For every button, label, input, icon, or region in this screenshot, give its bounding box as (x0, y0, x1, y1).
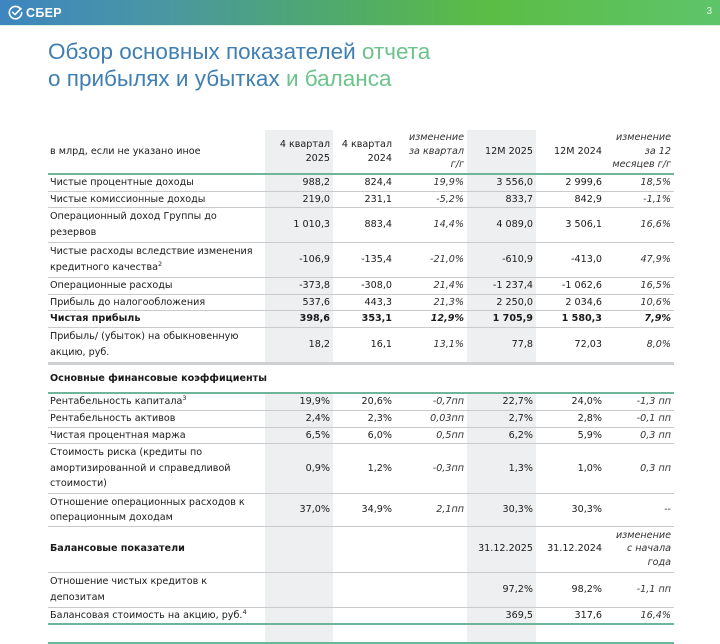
cell: 8,0% (646, 339, 671, 351)
page-title (48, 38, 668, 92)
cell: -0,7пп (432, 396, 464, 408)
row-label: Прибыль до налогообложения (50, 296, 206, 308)
table-row (48, 493, 674, 526)
title-line2-part2: и баланса (285, 66, 392, 91)
cell: 398,6 (265, 311, 333, 328)
cell: 988,2 (265, 174, 333, 191)
row-label-text: Чистые расходы вследствие изменения кредитного качества (50, 246, 253, 274)
cell: 77,8 (467, 327, 536, 363)
cell: 24,0% (571, 396, 602, 408)
row-label: Чистая прибыль (50, 313, 141, 325)
financial-summary-table (48, 130, 674, 644)
cell-empty (333, 526, 395, 572)
cell: 47,9% (640, 254, 671, 266)
cell: 2,4% (265, 411, 333, 428)
page-number: 3 (706, 6, 712, 17)
row-label: Чистая процентная маржа (50, 429, 186, 441)
col-header-12m-change: изменение за 12 месяцев г/г (612, 132, 671, 171)
table-row (48, 278, 674, 295)
table-row-net-profit (48, 311, 674, 328)
cell: -610,9 (467, 243, 536, 278)
units-note: в млрд, если не указано иное (50, 145, 201, 157)
cell-empty (536, 624, 605, 643)
row-label: Операционные расходы (50, 280, 173, 292)
cell: 824,4 (364, 177, 392, 188)
cell: 2,7% (467, 411, 536, 428)
cell: 3 506,1 (565, 219, 602, 231)
cell: 20,6% (361, 396, 392, 408)
section-title: Балансовые показатели (50, 543, 185, 555)
cell: 5,9% (577, 429, 602, 441)
footnote-marker: 4 (242, 607, 247, 616)
cell: 18,2 (265, 327, 333, 363)
cell: 3 556,0 (467, 174, 536, 191)
cell: 2 250,0 (467, 294, 536, 311)
cell: 37,0% (265, 493, 333, 526)
cell-empty (265, 607, 333, 624)
cell: 2 034,6 (565, 296, 602, 308)
row-label (48, 243, 265, 278)
cell: -0,3пп (432, 462, 464, 474)
cell: 16,4% (640, 609, 671, 621)
row-label: Отношение чистых кредитов к депозитам (50, 575, 208, 603)
cell: 1,2% (367, 462, 392, 474)
cell: -308,0 (361, 280, 392, 292)
cell: 10,6% (640, 296, 671, 308)
col-header-q4-2024: 4 квартал 2024 (341, 139, 392, 164)
cell-empty (467, 624, 536, 643)
cell: 1 580,3 (561, 313, 602, 325)
row-label: Прибыль/ (убыток) на обыкновенную акцию, руб. (50, 330, 239, 358)
table-header-row (48, 130, 674, 174)
col-header-date-2025: 31.12.2025 (467, 526, 536, 572)
table-row (48, 427, 674, 444)
row-label: Стоимость риска (кредиты по амортизированной и справедливой стоимости) (50, 447, 231, 490)
cell-empty (265, 572, 333, 607)
cell: -373,8 (265, 278, 333, 295)
cell: 21,3% (433, 296, 464, 308)
table-row (48, 411, 674, 428)
table-row (48, 393, 674, 410)
cell-empty (333, 624, 395, 643)
row-label: Рентабельность активов (50, 413, 176, 425)
cell-empty (395, 526, 467, 572)
cell: 842,9 (574, 193, 602, 205)
cell-empty (395, 572, 467, 607)
cell: 98,2% (571, 583, 602, 595)
header-bar (0, 0, 720, 26)
cell: 21,4% (433, 280, 464, 292)
col-header-q4-2025: 4 квартал 2025 (265, 130, 333, 174)
col-header-ytd-change: изменение с начала года (615, 529, 671, 569)
cell: -0,1 пп (636, 413, 671, 425)
col-header-qoq-change: изменение за квартал г/г (408, 132, 464, 171)
cell: 1 010,3 (265, 208, 333, 243)
row-label: Операционный доход Группы до резервов (50, 211, 217, 239)
cell: 0,3 пп (640, 429, 671, 441)
cell: -1 062,6 (561, 280, 602, 292)
cell: -1,1 пп (636, 583, 671, 595)
table-row (48, 191, 674, 208)
table-row (48, 174, 674, 191)
title-line1-part2: отчета (361, 39, 431, 64)
table-row (48, 243, 674, 278)
cell: 219,0 (265, 191, 333, 208)
cell: 16,1 (370, 339, 392, 351)
cell: 833,7 (467, 191, 536, 208)
table-row (48, 327, 674, 363)
cell: 30,3% (467, 493, 536, 526)
cell: 537,6 (265, 294, 333, 311)
cell: 2,8% (577, 413, 602, 425)
cell: 2 999,6 (565, 177, 602, 188)
col-header-12m-2024: 12М 2024 (554, 145, 602, 157)
cell: 18,5% (640, 177, 671, 188)
cell: -1,3 пп (636, 396, 671, 408)
table-row (48, 607, 674, 624)
cell-empty (265, 624, 333, 643)
cell: 0,03пп (430, 413, 464, 425)
cell-empty (605, 624, 674, 643)
row-label: Чистые процентные доходы (50, 177, 194, 188)
cell: 369,5 (467, 607, 536, 624)
row-label (48, 393, 265, 410)
cell: 14,4% (433, 219, 464, 231)
table-row (48, 208, 674, 243)
cell: 1 705,9 (467, 311, 536, 328)
cell: 0,3 пп (640, 462, 671, 474)
cell: 34,9% (361, 503, 392, 515)
cell: -5,2% (436, 193, 464, 205)
cell: 443,3 (364, 296, 392, 308)
row-label (48, 607, 265, 624)
col-header-12m-2025: 12М 2025 (467, 130, 536, 174)
row-label-text: Балансовая стоимость на акцию, руб. (50, 609, 243, 621)
cell: -- (664, 503, 671, 515)
cell: -106,9 (265, 243, 333, 278)
table-row (48, 572, 674, 607)
cell: 317,6 (574, 609, 602, 621)
cell: 7,9% (644, 313, 671, 325)
table-spacer-row (48, 624, 674, 643)
cell: -21,0% (430, 254, 464, 266)
cell: 16,6% (640, 219, 671, 231)
cell: 97,2% (467, 572, 536, 607)
row-label: Чистые комиссионные доходы (50, 193, 206, 205)
sber-logo (8, 5, 62, 20)
cell-empty (333, 607, 395, 624)
cell-empty (395, 607, 467, 624)
cell-empty (395, 624, 467, 643)
cell: 2,1пп (436, 503, 464, 515)
cell: 13,1% (433, 339, 464, 351)
title-line1-part1: Обзор основных показателей (48, 39, 362, 64)
row-label: Отношение операционных расходов к операционным доходам (50, 496, 245, 523)
section-header-balance (48, 526, 674, 572)
section-title: Основные финансовые коэффициенты (50, 372, 267, 384)
cell: 6,0% (367, 429, 392, 441)
cell: -135,4 (361, 254, 392, 266)
cell: 22,7% (467, 393, 536, 410)
cell: 72,03 (574, 339, 602, 351)
brand-name: СБЕР (26, 5, 62, 20)
cell: 1,3% (467, 444, 536, 494)
table-row (48, 294, 674, 311)
cell: 353,1 (361, 313, 392, 325)
cell: 2,3% (367, 413, 392, 425)
cell: 883,4 (364, 219, 392, 231)
footnote-marker: 3 (182, 394, 187, 403)
cell: 30,3% (571, 503, 602, 515)
cell: -413,0 (571, 254, 602, 266)
col-header-date-2024: 31.12.2024 (547, 543, 602, 555)
cell: 19,9% (265, 393, 333, 410)
cell: 12,9% (430, 313, 464, 325)
cell: 231,1 (364, 193, 392, 205)
table-row (48, 444, 674, 494)
cell: -1,1% (643, 193, 671, 205)
cell: 1,0% (577, 462, 602, 474)
cell: 0,5пп (436, 429, 464, 441)
title-line2-part1: о прибылях и убытках (48, 66, 286, 91)
cell: 6,5% (265, 427, 333, 444)
cell-empty (333, 572, 395, 607)
section-header-ratios (48, 363, 674, 393)
cell-empty (265, 526, 333, 572)
row-label-text: Рентабельность капитала (50, 396, 183, 408)
cell: 4 089,0 (467, 208, 536, 243)
cell: 19,9% (433, 177, 464, 188)
cell-empty (48, 624, 265, 643)
cell: 6,2% (467, 427, 536, 444)
cell: 0,9% (265, 444, 333, 494)
footnote-marker: 2 (158, 260, 163, 269)
sber-check-circle-icon (8, 5, 23, 20)
cell: 16,5% (640, 280, 671, 292)
cell: -1 237,4 (467, 278, 536, 295)
